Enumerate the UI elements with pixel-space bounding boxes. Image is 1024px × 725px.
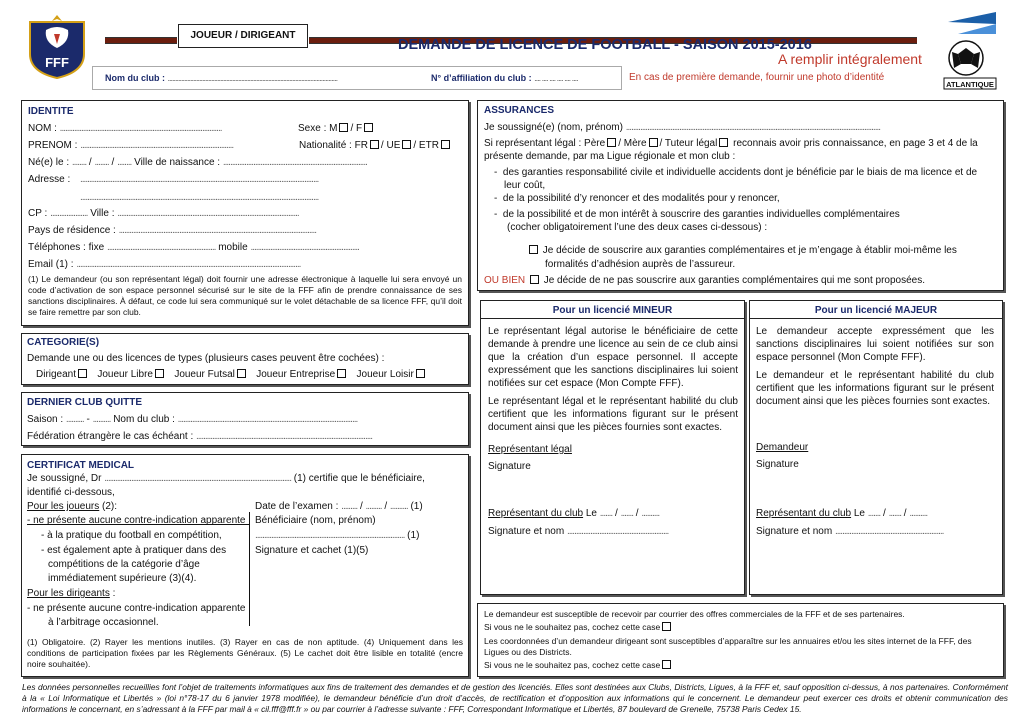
- form-type-tab: JOUEUR / DIRIGEANT: [178, 24, 308, 48]
- certificat-note: (1) Obligatoire. (2) Rayer les mentions inutiles. (3) Rayer en cas de non aptitude. (4) Uniquement dans les conditions de participation fixées par les Règlements Généraux. (5) Le cachet doit être lisible en totalité (encre noire souhaitée).: [27, 637, 463, 669]
- certificat-divider-v: [249, 512, 250, 626]
- commercial-l2: Si vous ne le souhaitez pas, cochez cette case: [484, 621, 673, 633]
- dernier-club-title: DERNIER CLUB QUITTE: [27, 397, 142, 408]
- assurances-b2: - de la possibilité d’y renoncer et des modalités pour y renoncer,: [494, 193, 780, 204]
- nat-fr-checkbox[interactable]: [370, 140, 379, 149]
- header-bar-left: [105, 37, 177, 44]
- joueur-entreprise-checkbox[interactable]: [337, 369, 346, 378]
- mineur-title: Pour un licencié MINEUR: [552, 305, 673, 316]
- mere-checkbox[interactable]: [649, 138, 658, 147]
- dirigeants-heading: Pour les dirigeants :: [27, 588, 116, 599]
- certificat-title: CERTIFICAT MEDICAL: [27, 460, 135, 471]
- assurances-title: ASSURANCES: [484, 105, 555, 116]
- commercial-l1: Le demandeur est susceptible de recevoir par courrier des offres commerciales de la FFF et de ses partenaires.: [484, 609, 905, 619]
- svg-text:FFF: FFF: [45, 55, 69, 70]
- certificat-apte: - est également apte à pratiquer dans des: [41, 545, 227, 556]
- fff-logo: [24, 12, 90, 80]
- mineur-p2: Le représentant légal et le représentant habilité du club certifient que les informations figurant sur le présent document ainsi que les pièces fournies sont exactes.: [488, 396, 738, 433]
- federation-field[interactable]: Fédération étrangère le cas échéant : ...................................................................................................: [27, 431, 373, 442]
- email-field[interactable]: Email (1) : ..............................................................................................................................: [28, 259, 301, 270]
- ne-pas-souscrire-checkbox[interactable]: [530, 275, 539, 284]
- mineur-p1: Le représentant légal autorise le bénéficiaire de cette demande à prendre une licence au sein de ce club ainsi que la création d’un espace personnel. Il accepte expressément que les sanctions disciplinaires lui soient notifiées sur cet espace (Mon Compte FFF).: [488, 326, 738, 389]
- joueurs-heading: Pour les joueurs (2):: [27, 501, 118, 512]
- assurances-b1: - des garanties responsabilité civile et individuelle accidents dont je bénéficie par le biais de ma licence et de: [494, 167, 978, 178]
- certificat-divider: [27, 524, 249, 525]
- adresse-line-2[interactable]: ......................................................................................................................................: [80, 192, 319, 203]
- dirigeant-checkbox[interactable]: [78, 369, 87, 378]
- club-name-field[interactable]: Nom du club : .................................................................................................................: [105, 73, 338, 83]
- joueur-libre-checkbox[interactable]: [155, 369, 164, 378]
- date-examen-field[interactable]: Date de l’examen : ......... / ......... / .......... (1): [255, 501, 423, 512]
- nat-etr-checkbox[interactable]: [441, 140, 450, 149]
- telephone-field[interactable]: Téléphones : fixe ............................................................. mobile .............................................................: [28, 242, 359, 253]
- identite-note: (1) Le demandeur (ou son représentant légal) doit fournir une adresse électronique à laquelle lui sera envoyé un code d’activation de son espace personnel sécurisé sur le site de la FFF afin de prendre connaissance de ses sanctions disciplinaires. À défaut, ce code lui sera communiqué sur le volet détachable de sa licence FFF, qu’il doit se faire remettre par son club.: [28, 274, 462, 317]
- naissance-field[interactable]: Né(e) le : ........ / ........ / ........ Ville de naissance : .................................................................................: [28, 157, 367, 168]
- majeur-p1: Le demandeur accepte expressément que les sanctions disciplinaires lui soient notifiées sur son espace personnel (Mon Compte FFF).: [756, 326, 994, 363]
- assurances-b3b: (cocher obligatoirement l’une des deux cases ci-dessous) :: [507, 222, 768, 233]
- ne-pas-souscrire-option: OU BIEN Je décide de ne pas souscrire aux garanties complémentaires qui me sont proposées.: [484, 275, 926, 286]
- certificat-ci2: - ne présente aucune contre-indication apparente: [27, 603, 246, 614]
- majeur-title: Pour un licencié MAJEUR: [814, 305, 938, 316]
- pays-field[interactable]: Pays de résidence : ...............................................................................................................: [28, 225, 317, 236]
- assurances-b3: - de la possibilité et de mon intérêt à souscrire des garanties individuelles complémentaires: [494, 209, 900, 220]
- nom-field[interactable]: NOM : ...........................................................................................: [28, 123, 222, 134]
- representant-legal-field: Si représentant légal : Père / Mère / Tuteur légal reconnais avoir pris connaissance, en page 3 et 4 de la: [484, 138, 978, 149]
- joueur-futsal-checkbox[interactable]: [237, 369, 246, 378]
- nat-ue-checkbox[interactable]: [402, 140, 411, 149]
- souscrire-option-2: formalités d’adhésion auprès de l’assureur.: [545, 259, 736, 270]
- beneficiaire-field[interactable]: .................................................................................... (1): [255, 530, 420, 541]
- annuaire-checkbox[interactable]: [662, 660, 671, 669]
- mineur-signature[interactable]: Signature: [488, 461, 531, 472]
- majeur-rep-club[interactable]: Représentant du club Le ....... / ....... / ..........: [756, 508, 928, 519]
- photo-note: En cas de première demande, fournir une photo d’identité: [629, 72, 885, 83]
- majeur-title-rule: [750, 318, 1002, 319]
- certificat-arb: à l’arbitrage occasionnel.: [48, 617, 159, 628]
- certificat-imm: immédiatement supérieure (3)(4).: [48, 573, 197, 584]
- sexe-field: Sexe : M / F: [298, 123, 375, 135]
- adresse-line-1[interactable]: ......................................................................................................................................: [80, 174, 319, 185]
- majeur-p2: Le demandeur et le représentant habilité du club certifient que les informations figurant sur le présent document ainsi que les pièces fournies sont exactes.: [756, 370, 994, 407]
- categories-options: Dirigeant Joueur Libre Joueur Futsal Joueur Entreprise Joueur Loisir: [36, 369, 427, 381]
- majeur-signature[interactable]: Signature: [756, 459, 799, 470]
- page-title: DEMANDE DE LICENCE DE FOOTBALL - SAISON 2015-2016: [398, 37, 812, 53]
- mineur-rep-legal: Représentant légal: [488, 444, 572, 455]
- certificat-ci: - ne présente aucune contre-indication apparente: [27, 515, 246, 526]
- certificat-pratique: - à la pratique du football en compétition,: [41, 530, 222, 541]
- mineur-signature-nom[interactable]: Signature et nom .........................................................: [488, 526, 669, 537]
- mineur-title-rule: [481, 318, 744, 319]
- mineur-rep-club[interactable]: Représentant du club Le ....... / ....... / ..........: [488, 508, 660, 519]
- footer-legal: Les données personnelles recueillies font l’objet de traitements informatiques aux fins de traitement des demandes et de gestion des licenciés. Elles sont destinées aux Clubs, Districts, Ligues, à la FFF et, sauf opposition ci-dessus, à nos partenaires. Conformément à la « Loi Informatique et Libertés » (loi n°78-17 du 6 janvier 1978 modifiée), le demandeur bénéficie d’un droit d’accès, de rectification et d’opposition aux informations qui le concernent. Le demandeur peut exercer ces droits et obtenir communication des informations le concernant, en s’adressant à la FFF par mail à « cil.fff@fff.fr » ou par courrier à l’adresse suivante : FFF, Correspondant Informatique et Libertés, 87 boulevard de Grenelle, 75738 Paris Cedex 15.: [22, 682, 1008, 714]
- categories-title: CATEGORIE(S): [27, 337, 100, 348]
- sexe-m-checkbox[interactable]: [339, 123, 348, 132]
- identite-title: IDENTITE: [28, 106, 74, 117]
- soussigne-field[interactable]: Je soussigné(e) (nom, prénom) ...............................................................................................................................................: [484, 122, 881, 133]
- adresse-field[interactable]: Adresse :: [28, 174, 71, 185]
- commercial-l4: Si vous ne le souhaitez pas, cochez cette case: [484, 659, 673, 671]
- svg-text:ATLANTIQUE: ATLANTIQUE: [946, 80, 994, 89]
- docteur-field[interactable]: Je soussigné, Dr ......................................................................................................... (1) certifie que le bénéficiaire,: [27, 473, 425, 484]
- atlantique-logo: [938, 12, 1000, 90]
- joueur-loisir-checkbox[interactable]: [416, 369, 425, 378]
- cp-ville-field[interactable]: CP : ..................... Ville : ......................................................................................................: [28, 208, 299, 219]
- sexe-f-checkbox[interactable]: [364, 123, 373, 132]
- beneficiaire-label: Bénéficiaire (nom, prénom): [255, 515, 376, 526]
- club-affiliation-field[interactable]: N° d’affiliation du club : .... .... .... .... .... ....: [431, 73, 578, 83]
- prenom-field[interactable]: PRENOM : ......................................................................................: [28, 140, 234, 151]
- pere-checkbox[interactable]: [607, 138, 616, 147]
- assurances-b1b: leur coût,: [504, 180, 546, 191]
- assurances-l3: présente demande, par ma Ligue régionale et mon club :: [484, 151, 736, 162]
- nationalite-field: Nationalité : FR / UE / ETR: [299, 140, 452, 152]
- souscrire-option: Je décide de souscrire aux garanties complémentaires et je m’engage à établir moi-même les: [527, 245, 957, 257]
- majeur-signature-nom[interactable]: Signature et nom .............................................................: [756, 526, 944, 537]
- categories-intro: Demande une ou des licences de types (plusieurs cases peuvent être cochées) :: [27, 353, 385, 364]
- certificat-l2: identifié ci-dessous,: [27, 487, 115, 498]
- offres-checkbox[interactable]: [662, 622, 671, 631]
- tuteur-checkbox[interactable]: [719, 138, 728, 147]
- page-subtitle: A remplir intégralement: [778, 51, 922, 67]
- souscrire-checkbox[interactable]: [529, 245, 538, 254]
- signature-cachet-label: Signature et cachet (1)(5): [255, 545, 369, 556]
- saison-field[interactable]: Saison : .......... - .......... Nom du club : .....................................................................................................: [27, 414, 358, 425]
- certificat-comp: compétitions de la catégorie d’âge: [48, 559, 200, 570]
- commercial-l3: Les coordonnées d’un demandeur dirigeant sont susceptibles d’apparaître sur les annuaires et/ou les sites internet de la FFF, des Ligues ou des Districts.: [484, 636, 972, 657]
- majeur-demandeur: Demandeur: [756, 442, 809, 453]
